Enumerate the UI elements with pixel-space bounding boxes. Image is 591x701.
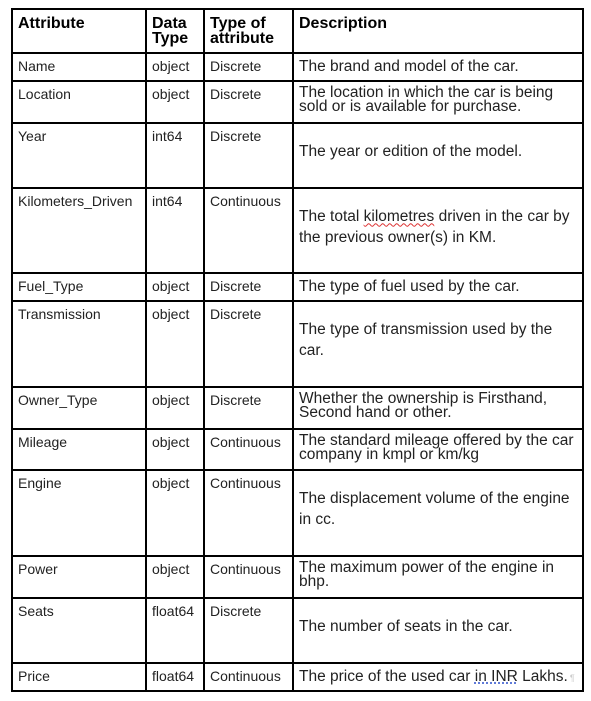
cell-type: Continuous xyxy=(204,556,293,598)
table-row xyxy=(12,273,583,301)
cell-data-type: object xyxy=(146,387,204,429)
cell-attribute: Location xyxy=(12,81,146,123)
cell-description: Whether the ownership is Firsthand, Second hand or other. xyxy=(293,387,583,429)
cell-attribute: Fuel_Type xyxy=(12,273,146,301)
header-data-type: Data Type xyxy=(146,9,204,53)
cell-attribute: Name xyxy=(12,53,146,81)
cell-description: The total kilometres driven in the car by the previous owner(s) in KM. xyxy=(293,188,583,273)
header-row xyxy=(12,9,583,53)
attributes-table xyxy=(11,8,584,692)
cell-data-type: object xyxy=(146,470,204,556)
header-attribute: Attribute xyxy=(12,9,146,53)
cell-description: The type of transmission used by the car. xyxy=(293,301,583,387)
table-row xyxy=(12,429,583,470)
cell-type: Continuous xyxy=(204,663,293,691)
cell-data-type: object xyxy=(146,301,204,387)
pilcrow-icon: ¶ xyxy=(569,673,575,683)
cell-data-type: object xyxy=(146,429,204,470)
cell-data-type: object xyxy=(146,53,204,81)
cell-type: Discrete xyxy=(204,273,293,301)
header-description: Description xyxy=(293,9,583,53)
cell-data-type: object xyxy=(146,556,204,598)
cell-type: Discrete xyxy=(204,301,293,387)
cell-description: The brand and model of the car. xyxy=(293,53,583,81)
cell-description: The displacement volume of the engine in cc. xyxy=(293,470,583,556)
cell-description: The price of the used car in INR Lakhs. ¶ xyxy=(293,663,583,691)
cell-description: The location in which the car is being sold or is available for purchase. xyxy=(293,81,583,123)
cell-type: Discrete xyxy=(204,598,293,663)
cell-attribute: Seats xyxy=(12,598,146,663)
cell-data-type: object xyxy=(146,81,204,123)
table-row xyxy=(12,387,583,429)
table-row xyxy=(12,188,583,273)
cell-attribute: Mileage xyxy=(12,429,146,470)
table-row xyxy=(12,663,583,691)
cell-attribute: Engine xyxy=(12,470,146,556)
cell-data-type: object xyxy=(146,273,204,301)
cell-data-type: float64 xyxy=(146,598,204,663)
table-row xyxy=(12,301,583,387)
cell-type: Continuous xyxy=(204,470,293,556)
spellcheck-word: kilometres xyxy=(363,207,435,225)
cell-description: The year or edition of the model. xyxy=(293,123,583,188)
cell-attribute: Transmission xyxy=(12,301,146,387)
cell-description: The standard mileage offered by the car company in kmpl or km/kg xyxy=(293,429,583,470)
cell-type: Continuous xyxy=(204,188,293,273)
header-type-of-attribute: Type of attribute xyxy=(204,9,293,53)
cell-data-type: int64 xyxy=(146,123,204,188)
cell-description: The type of fuel used by the car. xyxy=(293,273,583,301)
table-row xyxy=(12,470,583,556)
cell-attribute: Power xyxy=(12,556,146,598)
cell-description: The maximum power of the engine in bhp. xyxy=(293,556,583,598)
table-row xyxy=(12,81,583,123)
table-row xyxy=(12,598,583,663)
table-row xyxy=(12,123,583,188)
table-row xyxy=(12,53,583,81)
cell-type: Continuous xyxy=(204,429,293,470)
cell-data-type: int64 xyxy=(146,188,204,273)
cell-data-type: float64 xyxy=(146,663,204,691)
cell-attribute: Year xyxy=(12,123,146,188)
cell-type: Discrete xyxy=(204,81,293,123)
cell-type: Discrete xyxy=(204,387,293,429)
cell-description: The number of seats in the car. xyxy=(293,598,583,663)
grammar-check-phrase: in INR xyxy=(474,668,518,685)
cell-attribute: Kilometers_Driven xyxy=(12,188,146,273)
cell-type: Discrete xyxy=(204,53,293,81)
cell-type: Discrete xyxy=(204,123,293,188)
table-row xyxy=(12,556,583,598)
cell-attribute: Owner_Type xyxy=(12,387,146,429)
cell-attribute: Price xyxy=(12,663,146,691)
